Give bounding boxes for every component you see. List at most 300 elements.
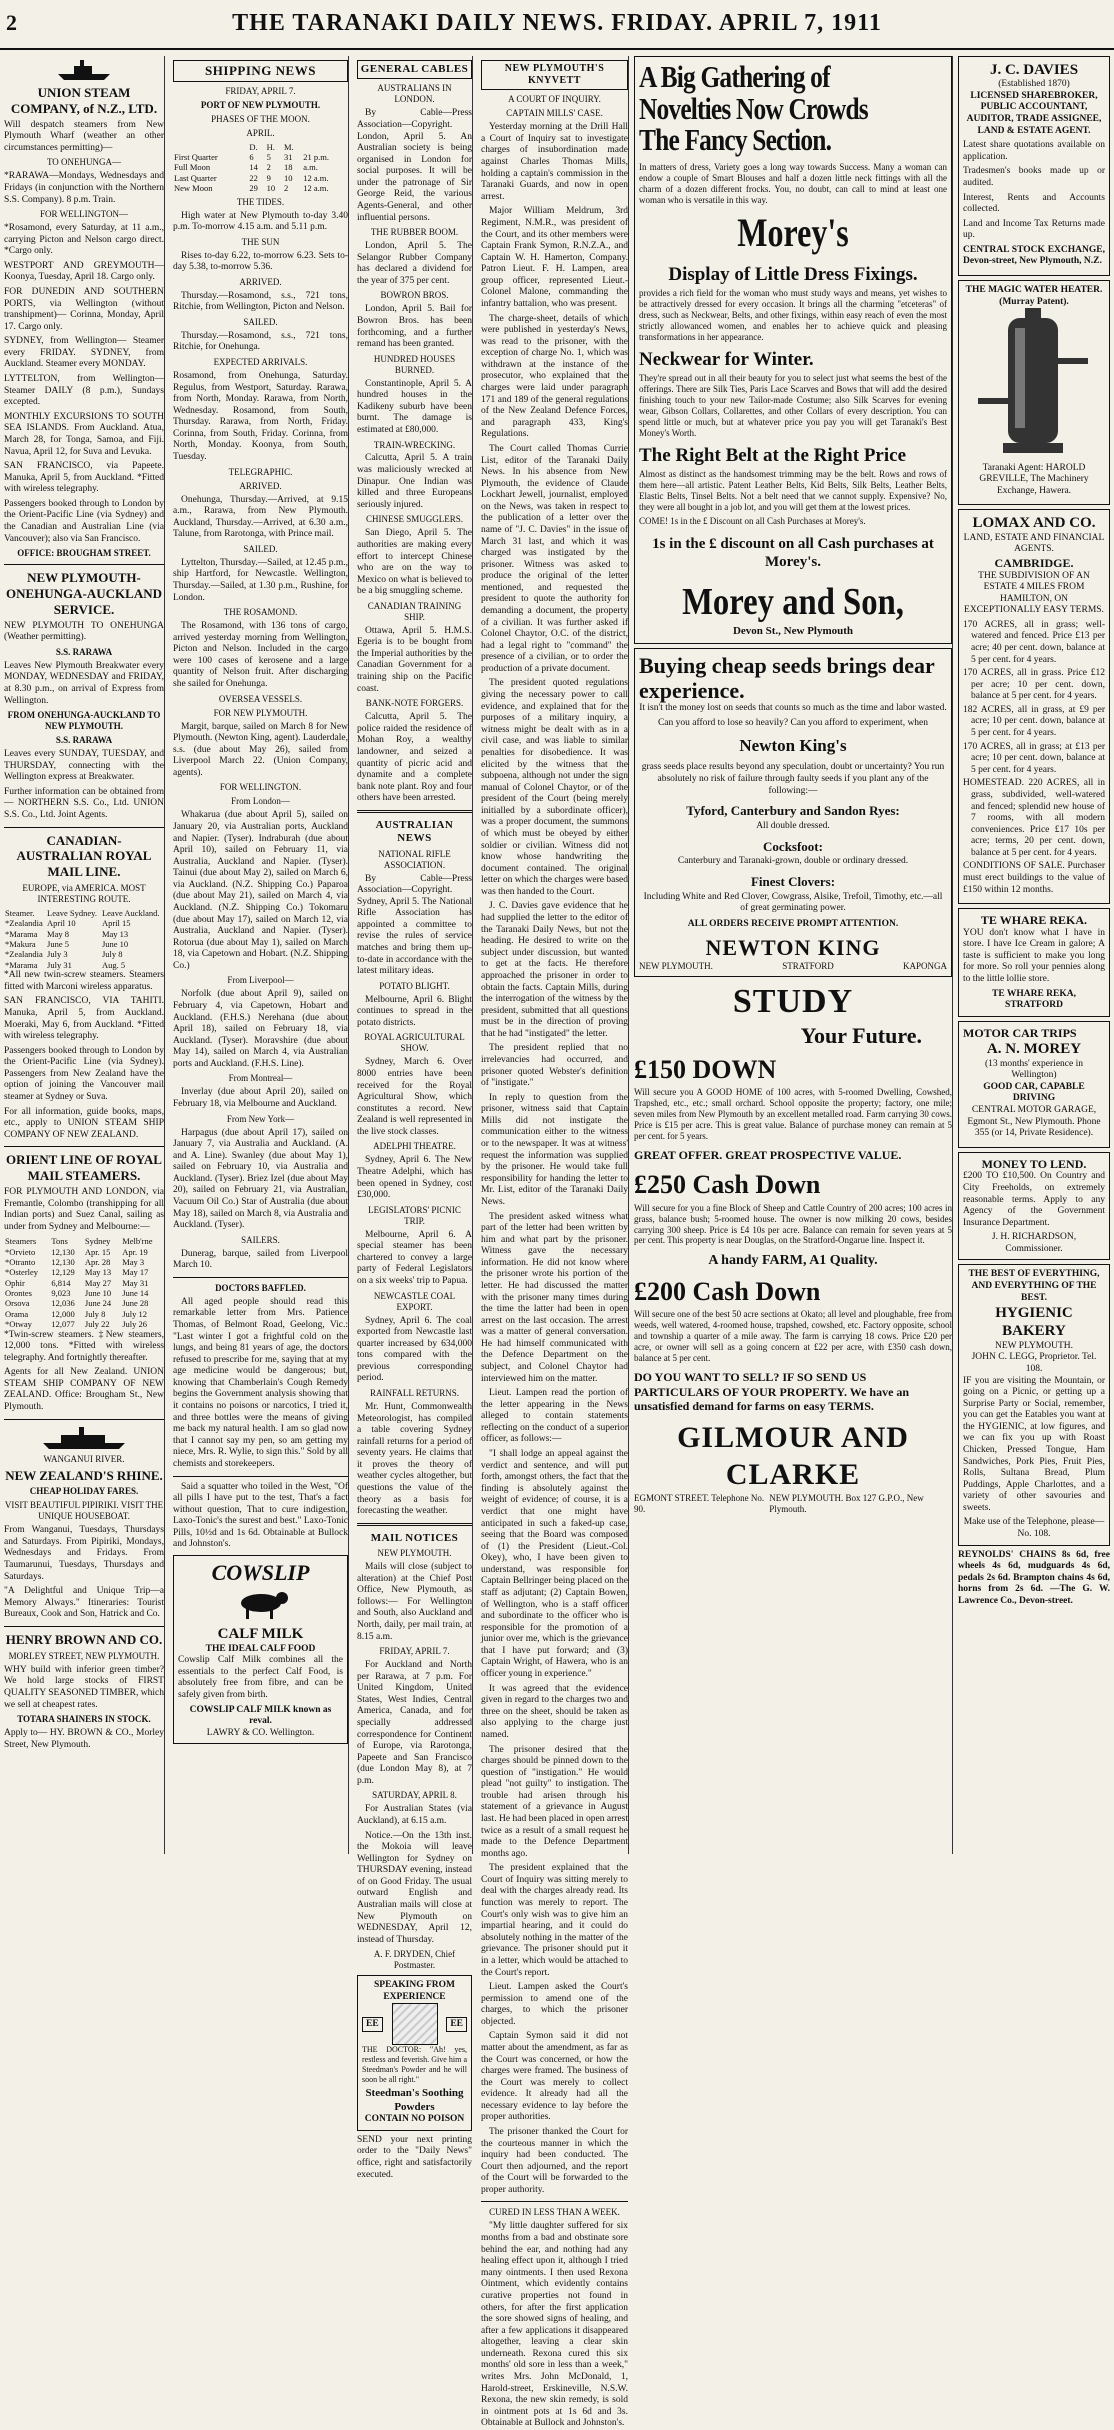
orient-line-ad [4,1152,164,1413]
article-paragraph: "I shall lodge an appeal against the verdict and sentence, and will put forth, amongst others, the fact that the finding is absolutely against the weight of evidence; of course, it is a verdict that one might have anticipated in such a faked-up case, seeing that the Board was composed of (1) the President (Lieut.-Col. Okey), who, I have been given to understand, was responsible for Captain Bellringer being placed on the staff as adjutant; (2) Captain Bowen, of Wellington, who is a staff officer and subordinate to the officer who is responsible for the promotion of a junior over me, which is the grievance that I have put forward; and (3) Captain Wright, of Hawera, who is an officer young in experience." [481,1449,628,1680]
table-cell: June 10 [101,939,129,950]
union-office: OFFICE: BROUGHAM STREET. [17,548,151,559]
morey-discount: 1s in the £ discount on all Cash purchases at Morey's. [652,535,934,570]
onehunga-line1: NEW PLYMOUTH TO ONEHUNGA (Weather permitting). [4,620,164,643]
onehunga-title: NEW PLYMOUTH-ONEHUNGA-AUCKLAND SERVICE. [6,570,162,617]
gilmour-firm: GILMOUR AND CLARKE [677,1420,909,1491]
newton-branches [639,961,947,972]
doctor-illustration [392,2003,438,2045]
table-cell: Orsova [5,1298,30,1309]
aus-item [357,1291,472,1385]
cable-item [357,698,472,805]
canadian-through: Passengers booked through to London by the Orient-Pacific Line (via Sydney). Passengers from New Zealand have the option of joining the Vancouver mail steamer at Sydney or Suva. [4,1045,164,1102]
aus-item [357,1388,472,1518]
table-header: Leave Sydney. [47,908,97,919]
whare-sign: TE WHARE REKA, STRATFORD [991,988,1077,1011]
table-cell: July 22 [84,1319,110,1330]
doctors-text: All aged people should read this remarkable letter from Mrs. Patience Thomas, of Belmont Road, Geelong, Vic.: "Last winter I got a frightful cold on the lungs, and being 81 years of age, the doctors refused to prescribe for me, saying that at my age medicine would be dangerous; but, knowing that Chamberlain's Cough Remedy begins the Government analysis showing that it contains no poisons or narcotics, I tried it, and three bottles were the means of giving me back my natural health. I am so glad now that I cannot say my pen, so am getting my niece, Mrs. R. Wylie, to sign this." Sold by all chemists and storekeepers. [173,1296,348,1469]
lomax-conditions: CONDITIONS OF SALE. Purchaser must erect buildings to the value of £150 within 12 months. [963,861,1105,895]
table-cell: 12,036 [51,1298,75,1309]
article-title: NEW PLYMOUTH'S KNYVETT [481,60,628,90]
london-sub: From London— [231,796,290,807]
wellington-text: Whakarua (due about April 5), sailed on January 20, via Australian ports, Auckland and Napier. (Tyser). Indraburah (due about April 10), sailed on February 11, via Australia, Auckland and Napier. (Tyser). Tainui (due about May 2), sailed on March 6, via Auckland. (N.Z. Shipping Co.) Paparoa (due about May 21), sailed on March 4, via Auckland. (N.Z. Shipping Co.) Tokomaru (due about May 17), sailed on March 12, via Australia, Auckland and Napier. (Tyser). Rotorua (due about May 1), sailed on March 18, via Capetown and Hobart. (N.Z. Shipping Co.) [173,810,348,971]
union-westport: WESTPORT AND GREYMOUTH— Koonya, Tuesday, April 18. Cargo only. [4,260,164,283]
divider [173,1277,348,1278]
davies-line3: Interest, Rents and Accounts collected. [963,192,1105,215]
union-sydney: SYDNEY, from Wellington— Steamer every FRIDAY. SYDNEY, from Auckland. Steamer every MONDAY. [4,336,164,370]
divider [4,564,164,565]
article-paragraph: Captain Symon said it did not matter about the amendment, as far as the Court was concerned, or how the charges were framed. The business of the Court was merely to collect evidence. It already had all the necessary evidence to lay before the proper authorities. [481,2031,628,2123]
table-cell: 9,023 [51,1288,71,1299]
bakery-top: THE BEST OF EVERYTHING, AND EVERYTHING OF THE BEST. [968,1269,1100,1303]
henry-body: WHY build with inferior green timber? We hold large stocks of FIRST QUALITY SEASONED TIMBER, which we sell at cheapest rates. [4,1664,164,1710]
cable-item [357,601,472,695]
article-paragraph: The Court called Thomas Currie List, editor of the Taranaki Daily News. In his absence from New Plymouth, the evidence of Claude Lockhart Jewell, journalist, employed on the News, was taken in respect to the publication of a letter over the name of "J. C. Davies" in the issue of March 31 last, and which it was charged was instigated by the prisoner. Witness was asked to produce the original of the letter mentioned, and requested the president to quote the authority for demanding a document, the property of a civilian. It was further asked if Colonel Chaytor, O.C. of the district, had a legal right to "command" the presence of a civilian, or to order the production of a private document. [481,443,628,674]
wanganui-tag: "A Delightful and Unique Trip—a Memory Always." Itineraries: Tourist Bureaux, Cook and Son, Hatrick and Co. [4,1586,164,1620]
cowslip-body: Cowslip Calf Milk combines all the essentials to the perfect Calf Food, is absolutely free from fibre, and can be safely given from birth. [178,1655,343,1701]
cable-head: BANK-NOTE FORGERS. [365,698,464,709]
money-sign: J. H. RICHARDSON, Commissioner. [991,1232,1077,1254]
mail-text-3: For Australian States (via Auckland), at 6.15 a.m. [357,1804,472,1827]
sell-notice: DO YOU WANT TO SELL? IF SO SEND US PARTICULARS OF YOUR PROPERTY. We have an unsatisfied demand for farms on easy TERMS. [634,1370,910,1414]
sailers-text: Dunerag, barque, sailed from Liverpool March 10. [173,1248,348,1271]
newton-cocksfoot-note: Canterbury and Taranaki-grown, double or ordinary dressed. [677,856,909,867]
motor-sub: (13 months' experience in Wellington) [984,1058,1083,1081]
davies-line5: CENTRAL STOCK EXCHANGE, Devon-street, New Plymouth, N.Z. [963,244,1105,267]
table-row [4,1288,164,1298]
offer-1-price: £150 DOWN [634,1054,777,1084]
morey-firm: Morey and Son, [682,581,904,624]
table-cell: June 28 [122,1298,149,1309]
table-header: Steamers [5,1236,37,1247]
cowslip-footer: COWSLIP CALF MILK known as reval. [189,1704,332,1727]
table-cell: *Makura [5,939,36,950]
lomax-title: LOMAX AND CO. [972,515,1096,532]
liverpool-text: Norfolk (due about April 9), sailed on February 4, via Capetown, Hobart and Auckland. (F.H.S.) Nerehana (due about April 18), sailed on February 18, via Auckland. (Tyser). Moravshire (due about May 14), sailed on March 4, via Australian ports and Auckland. (F.H.S. Line). [173,989,348,1069]
morey-come: COME! 1s in the £ Discount on all Cash Purchases at Morey's. [639,515,866,526]
australian-news-title: AUSTRALIAN NEWS [375,818,454,845]
aus-body: By Cable—Press Association—Copyright. Sydney, April 5. The National Rifle Association has appointed a committee to revise the rules of service matches and bring them up-to-date in accordance with the latest military ideas. [357,873,472,977]
newyork-sub: From New York— [226,1113,295,1124]
sailed2-head: SAILED. [243,543,278,554]
table-cell: 18 [283,162,293,173]
cable-item [357,290,472,350]
table-cell: 29 [249,183,258,194]
steedman-logo-row [362,2003,467,2045]
lomax-lot: 170 ACRES, all in grass. Price £12 per acre; 10 per cent. down, balance at 5 per cent. for 4 years. [963,668,1105,702]
table-row [173,152,348,162]
table-row [4,1298,164,1308]
aus-body: Sydney, April 6. The New Theatre Adelphi, which has been opened in Sydney, cost £30,000. [357,1155,472,1201]
table-header-row [4,908,164,918]
table-cell: New Moon [174,183,213,194]
article-paragraph: Lieut. Lampen asked the Court's permission to amend one of the charges, to which the prisoner objected. [481,1982,628,2027]
morey-brand: Morey's [737,209,849,255]
overseas-sub: FOR NEW PLYMOUTH. [213,707,308,718]
masthead [0,0,1114,50]
branch-name: STRATFORD [782,961,834,972]
table-header: Leave Auckland. [101,908,160,919]
orient-note: *Twin-screw steamers. ‡New steamers, 12,000 tons. *Fitted with wireless telegraphy. And fortnightly thereafter. [4,1329,164,1363]
cable-body: Constantinople, April 5. A hundred houses in the Kadikeny suburb have been burnt. The damage is estimated at £80,000. [357,378,472,435]
wanganui-sub: WANGANUI RIVER. [43,1453,125,1464]
rosamond-head: THE ROSAMOND. [223,607,298,618]
table-cell: 12,129 [51,1267,75,1278]
table-cell: May 17 [122,1267,149,1278]
column-knyvett-article [478,56,629,2429]
steedman-logo: EE [446,2017,467,2033]
table-cell: 2 [266,162,271,173]
onehunga-ship: S.S. RARAWA [55,646,113,657]
study-future: Your Future. [800,1022,922,1048]
steedman-top: SPEAKING FROM EXPERIENCE [373,1980,455,2002]
riverboat-icon [39,1425,129,1451]
onehunga-return-ship: S.S. RARAWA [55,735,113,746]
union-title: UNION STEAM COMPANY, of N.Z., LTD. [10,85,158,116]
table-row [4,1309,164,1319]
aus-body: Sydney, April 6. The coal exported from Newcastle last quarter increased by 634,000 tons compared with the previous corresponding period. [357,1315,472,1384]
newton-line3: grass seeds place results beyond any speculation, doubt or uncertainty? You run absolutely no risk of failure through faulty seeds if you plant any of the following:— [641,762,945,796]
table-header [302,142,348,152]
table-cell: June 10 [84,1288,112,1299]
henry-addr: MORLEY STREET, NEW PLYMOUTH. [8,1650,160,1661]
case-head: CAPTAIN MILLS' CASE. [506,108,603,119]
montreal-text: Inverlay (due about April 20), sailed on February 18, via Melbourne and Auckland. [173,1087,348,1110]
orient-agents: Agents for all New Zealand. UNION STEAM SHIP COMPANY OF NEW ZEALAND. Office: Brougham St., New Plymouth. [4,1367,164,1413]
lomax-lot: 182 ACRES, all in grass, at £9 per acre; 10 per cent. down, balance at 5 per cent. for 4 years. [963,704,1105,739]
lomax-lot: HOMESTEAD. 220 ACRES, all in grass, subdivided, well-watered and fenced; splendid new house of 7 rooms, with all modern conveniences. Price £17 10s per acre; terms, 20 per cent. down, balance at 5 per cent. for 4 years. [963,778,1105,858]
table-cell: 12,130 [51,1246,75,1257]
mail-notices-title: MAIL NOTICES [370,1531,459,1544]
mail-saturday: SATURDAY, APRIL 8. [372,1790,457,1801]
cowslip-headline: THE IDEAL CALF FOOD [205,1643,316,1654]
steedman-tag: CONTAIN NO POISON [364,2114,465,2125]
overseas-text: Margit, barque, sailed on March 8 for New Plymouth. (Newton King, agent). Lauderdale, s.s. (due about May 26), sailed from Liverpool March 22. (Union Company, agents). [173,721,348,778]
henry-title: HENRY BROWN AND CO. [5,1631,163,1647]
steedman-logo: EE [362,2017,383,2033]
newton-ryes: Tyford, Canterbury and Sandon Ryes: [686,803,900,819]
union-intro: Will despatch steamers from New Plymouth Wharf (weather an other circumstances permitting)— [4,119,164,153]
henry-brown-ad [4,1632,164,1751]
table-cell: Orontes [5,1288,32,1299]
table-cell: Ophir [5,1277,25,1288]
article-paragraph: In reply to question from the prisoner, witness said that Captain Mills did not instigate the communication either to the witness or to the newspaper. It was at witness' request the information was supplied by the prisoner. He would take full responsibility for handing the letter to Mr. List, editor of the Taranaki Daily News. [481,1092,628,1207]
table-header: Melb'rne [122,1236,153,1247]
aus-head: ROYAL AGRICULTURAL SHOW. [364,1032,465,1054]
cable-head: CANADIAN TRAINING SHIP. [367,600,462,622]
aus-item [357,1032,472,1138]
table-header-row [4,1236,164,1246]
tides-text: High water at New Plymouth to-day 3.40 p.m. To-morrow 4.15 a.m. and 5.11 p.m. [173,210,348,233]
cowslip-product: CALF MILK [217,1626,304,1643]
great-offer: GREAT OFFER. GREAT PROSPECTIVE VALUE. [634,1148,902,1163]
onehunga-return-head: FROM ONEHUNGA-AUCKLAND TO NEW PLYMOUTH. [7,710,161,732]
morey-intro: In matters of dress, Variety goes a long way towards Success. Many a woman can endow a couple of Smart Blouses and half a dozen little neck fittings with all the charm of a dozen different frocks. You, no doubt, can call to mind at least one woman who is versatile in this way. [639,161,947,205]
table-cell: June 5 [47,939,69,950]
cable-head: AUSTRALIANS IN LONDON. [377,83,452,105]
aus-item [357,1141,472,1201]
offer-2-text: Will secure for you a fine Block of Sheep and Cattle Country of 200 acres; 100 acres in grass, balance bush; 5-roomed house. The owner is now milking 20 cows, besides carrying 300 sheep. Price is £4 10s per acre. Balance can remain for seven years at 5 per cent. This property is near Douglas, on the Stratford-Ongarue line. Inspect it. [634,1202,952,1246]
calf-icon [226,1587,296,1621]
aus-head: POTATO BLIGHT. [379,980,450,991]
morey-address: Devon St., New Plymouth [732,625,854,638]
table-cell: *Zealandia [5,949,43,960]
davies-name: J. C. DAVIES [989,62,1079,78]
table-cell: May 8 [47,928,69,939]
study-headline: STUDY [732,983,854,1021]
canadian-schedule-table [4,908,164,970]
henry-apply: Apply to— HY. BROWN & CO., Morley Street, New Plymouth. [4,1728,164,1750]
branch-name: KAPONGA [902,961,947,972]
arrived2-text: Onehunga, Thursday.—Arrived, at 9.15 a.m., Rarawa, from New Plymouth. Auckland, Thursday.—Arrived, at 6.30 a.m., Talune, from Rarotonga, with Prince mail. [173,494,348,540]
lomax-lot: 170 ACRES, all in grass; well-watered and fenced. Price £13 per acre; 40 per cent. down, balance at 5 per cent. for 4 years. [963,619,1105,665]
table-header: Sydney [84,1236,111,1247]
steedman-brand: Steedman's Soothing Powders [365,2087,464,2113]
table-cell: *Orvieto [5,1246,36,1257]
shipping-date: FRIDAY, APRIL 7. [225,85,296,96]
divider [357,1523,472,1526]
water-heater-ad [958,280,1110,505]
davies-line4: Land and Income Tax Returns made up. [963,218,1105,241]
article-paragraph: The charge-sheet, details of which were published in yesterday's News, was read to the prisoner, with the exception of charge No. 1, which was withdrawn at the instance of the prosecutor, who explained that the charges were laid under paragraph 171 and 189 of the general regulations of the New Zealand Defence Forces, and paragraph 433, King's Regulations. [481,313,628,440]
address-left: EGMONT STREET. Telephone No. 90. [634,1493,765,1515]
aus-body: Mr. Hunt, Commonwealth Meteorologist, has compiled a table covering Sydney rainfall returns for a period of seventy years. He claims that it proves the theory of weather cycles altogether, but questions the value of the theory as a basis for forecasting the weather. [357,1401,472,1517]
union-steam-ad [4,58,164,559]
table-cell: 6,814 [51,1277,71,1288]
bakery-title: HYGIENIC BAKERY [995,1305,1073,1340]
sailers-head: SAILERS. [241,1234,280,1245]
cable-body: By Cable—Press Association—Copyright. London, April 5. An Australian society is being organised in London for social purposes. It will be under the patronage of Sir George Reid, the various Agents-General, and other influential persons. [357,108,472,223]
table-cell: July 31 [47,959,72,970]
expected-head: EXPECTED ARRIVALS. [213,357,308,368]
onehunga-return-body: Leaves every SUNDAY, TUESDAY, and THURSDAY, connecting with the Wellington express at Breakwater. [4,749,164,783]
table-cell: 14 [249,162,258,173]
article-paragraph: The president quoted regulations giving the necessary power to call evidence, and explained that for the purposes of a military inquiry, a witness might be dealt with as in a civil case, and was liable to similar penalties for disobedience. It was elicited by the witness that the subpoena, although not under the sign manual of Colonel Chaytor, or of the president of the Court (being merely initialled by a subordinate officer), was a proper document, the summons of which must be obeyed by either soldier or civilian. Witness did not know whose handwriting the document contained. The original letter on which the charges were based was then handed to the Court. [481,678,629,897]
davies-established: (Established 1870) [998,79,1070,90]
table-cell: *Marama [5,928,38,939]
cowslip-maker: LAWRY & CO. Wellington. [206,1727,315,1738]
mail-text-4: Notice.—On the 13th inst. the Mokoia will leave Wellington for Sydney on THURSDAY evening, instead of on Good Friday. The usual outward English and Australian mails will close at New Plymouth on WEDNESDAY, April 12, instead of Thursday. [357,1830,472,1945]
onehunga-agents: Further information can be obtained from— NORTHERN S.S. Co., Ltd. UNION S.S. Co., Ltd. Joint Agents. [4,786,164,820]
newton-orders: ALL ORDERS RECEIVE PROMPT ATTENTION. [687,918,899,929]
table-cell: 12,077 [51,1319,75,1330]
lomax-town: CAMBRIDGE. [994,555,1074,570]
cable-item [357,354,472,437]
table-cell: Aug. 5 [101,959,126,970]
mail-text-2: For Auckland and North per Rarawa, at 7 p.m. For United Kingdom, United States, West Indies, Central America, Canada, and for specially addressed correspondence for Continent of Europe, via Rarotonga, Papeete and San Francisco (due London May 8), at 7 p.m. [357,1660,472,1786]
table-cell: 12,000 [51,1308,75,1319]
davies-line1: Latest share quotations available on application. [963,140,1105,162]
column-display-ads [634,56,953,1854]
branch-name: NEW PLYMOUTH. [639,961,713,972]
newspaper-title: THE TARANAKI DAILY NEWS. FRIDAY. APRIL 7, 1911 [232,10,882,36]
table-cell: *Zealandia [5,918,43,929]
table-row [4,960,164,970]
cowslip-ad [173,1555,348,1744]
table-cell: *Otranto [5,1257,36,1268]
table-cell: April 15 [101,918,131,929]
table-cell: *Osterley [5,1267,39,1278]
offer-3-text: Will secure one of the best 50 acre sections at Okato; all level and ploughable, free from weeds, well watered, 4-roomed house, trapshed, cowshed, etc. Factory opposite, school and township a quarter of a mile away. The farm is carrying 18 cows. Price £20 per acre, or owner will sell as a going concern at £22 per acre, with £350 cash down, balance at 5 per cent. [634,1309,952,1364]
henry-totara: TOTARA SHAINERS IN STOCK. [17,1714,151,1725]
gilmour-clarke-ad [634,981,952,1515]
steedman-quote: THE DOCTOR: "Ah! yes, restless and feverish. Give him a Steedman's Powder and he will soon be all right." [362,2045,467,2084]
moon-phases-table [173,142,348,194]
morey-display: Display of Little Dress Fixings. [668,263,918,285]
money-body: £200 TO £10,500. On Country and City Freeholds, on extremely reasonable terms. Apply to any Agency of the Government Insurance Department. [963,1171,1105,1228]
printing-notice: SEND your next printing order to the "Daily News" office, right and satisfactorily executed. [357,2134,472,2180]
union-sanfran: SAN FRANCISCO, via Papeete. Manuka, April 5, from Auckland. *Fitted with wireless telegraphy. [4,461,164,495]
onehunga-body: Leaves New Plymouth Breakwater every MONDAY, WEDNESDAY and FRIDAY, at 8.30 p.m., on arrival of Express from Wellington. [4,660,164,706]
heater-title: THE MAGIC WATER HEATER. (Murray Patent). [965,284,1103,307]
bakery-body: IF you are visiting the Mountain, or going on a Picnic, or getting up a Surprise Party or Social, remember, you can get the Eatables you want at the HYGIENIC, at low figures, and we can fix you up with Roast Chicken, Pressed Tongue, Ham Sandwiches, Pork Pies, Fruit Pies, Rolls, Sultana Bread, Plum Puddings, Apple Charlottes, and a variety of other savouries and sweets. [963,1375,1105,1513]
shipping-news-title: SHIPPING NEWS [173,60,348,82]
table-header-row [173,142,348,152]
cable-body: Calcutta, April 5. The police raided the residence of Mohan Roy, a wealthy landowner, and seized a quantity of picric acid and dynamite and a complete bank note plant. Roy and four others have been arrested. [357,712,472,804]
table-cell: Apr. 15 [84,1246,111,1257]
article-paragraph: The president asked witness what part of the letter had been written by him and what part by the prisoner. Witness gave the necessary information. He did not know where the prisoner wrote his portion of the letter. He had discussed the matter with the prisoner many times during the time the latter had been in open arrest on the last occasion. The arrest was a matter of general conversation. He had himself communicated with the Defence Department on the subject, and Colonel Chaytor had interviewed him on the matter. [481,1211,628,1384]
table-row [4,1267,164,1277]
newton-clovers: Finest Clovers: [750,873,836,889]
bakery-phone: Make use of the Telephone, please—No. 108. [963,1517,1105,1540]
table-cell: 2 [283,183,289,194]
canadian-title: CANADIAN-AUSTRALIAN ROYAL MAIL LINE. [16,832,152,880]
table-row [173,162,348,172]
article-paragraph: The president explained that the Court of Inquiry was sitting merely to deal with the charges already read. Its function was merely to report. The Court's only wish was to give him an impartial hearing, and it could do absolutely nothing in the matter of the grievance. The prisoner should put it in a letter, which would be attached to the Court's report. [481,1863,628,1978]
table-row [4,918,164,928]
table-row [4,1247,164,1257]
expected-text: Rosamond, from Onehunga, Saturday. Regulus, from Westport, Saturday. Rarawa, from North, Monday. Rarawa, from North, Wednesday. Rosamond, from South, Thursday. Rarawa, from North, Friday. Corinna, from South, Friday. Corinna, from North, Monday. Koonya, from South, Tuesday. [173,371,348,463]
whare-title: TE WHARE REKA. [980,913,1088,928]
table-cell: June 14 [122,1288,149,1299]
divider [173,1476,348,1477]
cowslip-brand: COWSLIP [211,1560,310,1585]
orient-title: ORIENT LINE OF ROYAL MAIL STEAMERS. [6,1152,162,1184]
table-cell: May 13 [101,928,129,939]
sailed-text: Thursday.—Rosamond, s.s., 721 tons, Ritchie, for Onehunga. [173,330,348,353]
newton-king-ad [634,648,952,977]
cable-head: HUNDRED HOUSES BURNED. [373,353,456,375]
table-cell: *Otway [5,1319,32,1330]
water-heater-icon [963,308,1103,458]
lomax-ad [958,509,1110,904]
cured-head: CURED IN LESS THAN A WEEK. [489,2207,620,2218]
newyork-text: Harpagus (due about April 17), sailed on January 7, via Australia and Auckland. (A. and A. Line). Swanley (due about May 1), sailed on February 10, via Australia and Auckland. (Tyser). Briez Izel (due about May 20), sailed on February 21, via Australian, Vacuum Oil Co.) Star of Australia (due about May 18), sailed on March 8, via Australia and Auckland. (Tyser). [173,1127,348,1231]
canadian-sub: EUROPE, via AMERICA. MOST INTERESTING ROUTE. [22,883,146,905]
table-cell: *Marama [5,959,38,970]
aus-head: NATIONAL RIFLE ASSOCIATION. [378,848,451,870]
table-cell: July 8 [84,1308,106,1319]
table-cell: July 12 [122,1308,147,1319]
sailed2-text: Lyttelton, Thursday.—Sailed, at 12.45 p.m., ship Hartford, for Newcastle. Wellington, Thursday.—Sailed, at 1.30 p.m., Rushine, for London. [173,557,348,603]
table-cell: July 3 [47,949,68,960]
motor-name: A. N. MOREY [986,1041,1082,1058]
table-header: M. [283,141,294,152]
cable-head: BOWRON BROS. [380,290,449,301]
table-header: H. [266,141,275,152]
davies-ad [958,56,1110,276]
chains-ad: REYNOLDS' CHAINS 8s 6d, free wheels 4s 6d, mudguards 4s 6d, pedals 2s 6d. Brampton chains 4s 6d, horns from 2s 6d. —The G. W. Lawrence Co., Devon-street. [958,1549,1110,1606]
table-cell: 12 a.m. [303,172,329,183]
motor-address: CENTRAL MOTOR GARAGE, Egmont St., New Plymouth. Phone 355 (or 14, Private Residence). [967,1105,1101,1139]
table-cell: a.m. [303,162,318,173]
divider [4,1146,164,1147]
cable-head: TRAIN-WRECKING. [373,439,456,450]
table-row [173,173,348,183]
table-cell: 10 [283,172,293,183]
article-paragraph: J. C. Davies gave evidence that he had supplied the letter to the editor of the Taranaki Daily News, but not the heading. He desired to write on the subject under discussion, but wanted to get at the facts. He therefore approached the prisoner in order to obtain the facts. Captain Mills, during the interrogation of the witness by the president, submitted that all questions must be in the direction of proving that he had "instigated" the letter. [481,901,628,1039]
aus-head: RAINFALL RETURNS. [369,1387,459,1398]
table-row [4,949,164,959]
union-dunedin: FOR DUNEDIN AND SOUTHERN PORTS, via Wellington (without transhipment)— Corinna, Monday, April 17. Cargo only. [4,287,164,332]
canadian-note: *All new twin-screw steamers. Steamers fitted with Marconi wireless apparatus. [4,970,164,992]
table-cell: June 24 [84,1298,112,1309]
union-onehunga-head: TO ONEHUNGA— [46,157,122,168]
wellington-sub: FOR WELLINGTON. [219,782,302,793]
arrived-text: Thursday.—Rosamond, s.s., 721 tons, Ritchie, from Wellington, Picton and Nelson. [173,290,348,313]
gilmour-address [634,1493,952,1515]
motor-trips-ad [958,1021,1110,1148]
arrived2-head: ARRIVED. [239,480,282,491]
divider [4,827,164,828]
mail-text: Mails will close (subject to alteration) at the Chief Post Office, New Plymouth, as follows:— For Wellington and South, also Auckland and North, daily, per mail train, at 8.15 a.m. [357,1562,472,1642]
cable-body: San Diego, April 5. The authorities are making every effort to intercept Chinese who are on the way to Mexico on what is believed to be a big smuggling scheme. [357,528,472,597]
motor-body: GOOD CAR, CAPABLE DRIVING [983,1081,1085,1104]
table-cell: 31 [283,152,293,163]
morey-display-body: provides a rich field for the woman who must study ways and means, yet wishes to be attractively dressed for every occasion. It brings all the charming "etceteras" of dress, such as Neckwear, Belts, and other fixings, within easy reach of even the most strictly allowanced women, and enables her to achieve quick and pleasing transformations in her appearance. [639,287,947,342]
cable-head: THE RUBBER BOOM. [370,227,459,238]
table-header: Steamer. [5,908,35,919]
table-row [4,1278,164,1288]
article-paragraph: The prisoner thanked the Court for the courteous manner in which the inquiry had been conducted. The Court then adjourned, and the report of the Court will be forwarded to the proper authority. [481,2127,628,2195]
onehunga-service-ad [4,570,164,821]
moon-phases-head: PHASES OF THE MOON. [211,113,310,124]
cable-item [357,514,472,597]
steamship-icon [54,58,114,82]
orient-body: FOR PLYMOUTH AND LONDON, via Fremantle, Colombo (transhipping for all Indian ports) and Suez Canal, sailing as under from Sydney and Melbourne:— [4,1187,164,1232]
table-cell: 9 [266,172,271,183]
sailed-head: SAILED. [243,316,278,327]
aus-body: Sydney, March 6. Over 8000 entries have been received for the Royal Agricultural Show, which constitutes a record. New Zealand is well represented in the live stock classes. [357,1057,472,1137]
article-paragraph: The president replied that no irrelevancies had occurred, and prisoner quoted Webster's definition of "instigate." [481,1043,628,1089]
table-cell: 22 [249,172,258,183]
offer-2-price: £250 Cash Down [634,1169,821,1199]
bakery-town: NEW PLYMOUTH. [994,1340,1074,1351]
aus-item [357,981,472,1030]
article-paragraph: It was agreed that the evidence given in regard to the charges two and three on the sheet, should be taken as also applying to the charge just named. [481,1683,628,1740]
rosamond-text: The Rosamond, with 136 tons of cargo, arrived yesterday morning from Wellington, Picton and Nelson. Included in the cargo were 100 cases of kerosene and a large quantity of Nelson fruit. After discharging she sailed for Onehunga. [173,621,348,690]
morey-headline: A Big Gathering of Novelties Now Crowds The Fancy Section. [639,59,868,158]
wanganui-river-ad [4,1425,164,1621]
table-row [173,183,348,193]
morey-neckwear-body: They're spread out in all their beauty for you to select just what seems the best of the offerings. There are Silk Ties, Paris Lace Scarves and Bows that will add the desired finishing touch to your new Tailor-made Costume; also Silk Scarves for evening wear, Gibson Collars, Collarettes, and other Collars of every description. You can spend little or much, but at whatever price you pay you will get Taranaki's Best Money's Worth. [639,372,947,438]
table-cell: 12,130 [51,1257,75,1268]
table-cell: May 3 [122,1257,145,1268]
aus-head: NEWCASTLE COAL EXPORT. [373,1290,456,1312]
table-cell: May 27 [84,1277,112,1288]
table-cell: 12 a.m. [303,183,329,194]
newton-firm: NEWTON KING [705,934,881,960]
liverpool-sub: From Liverpool— [227,975,294,986]
table-cell: Apr. 19 [122,1246,148,1257]
court-head: A COURT OF INQUIRY. [508,94,601,105]
money-title: MONEY TO LEND. [981,1156,1087,1171]
offer-3-price: £200 Cash Down [634,1276,821,1306]
table-header [173,142,248,152]
heater-agent: Taranaki Agent: HAROLD GREVILLE, The Machinery Exchange, Hawera. [979,462,1089,496]
wanganui-cheap: CHEAP HOLIDAY FARES. [29,1486,139,1497]
bakery-proprietor: JOHN C. LEGG, Proprietor. Tel. 108. [971,1352,1097,1374]
